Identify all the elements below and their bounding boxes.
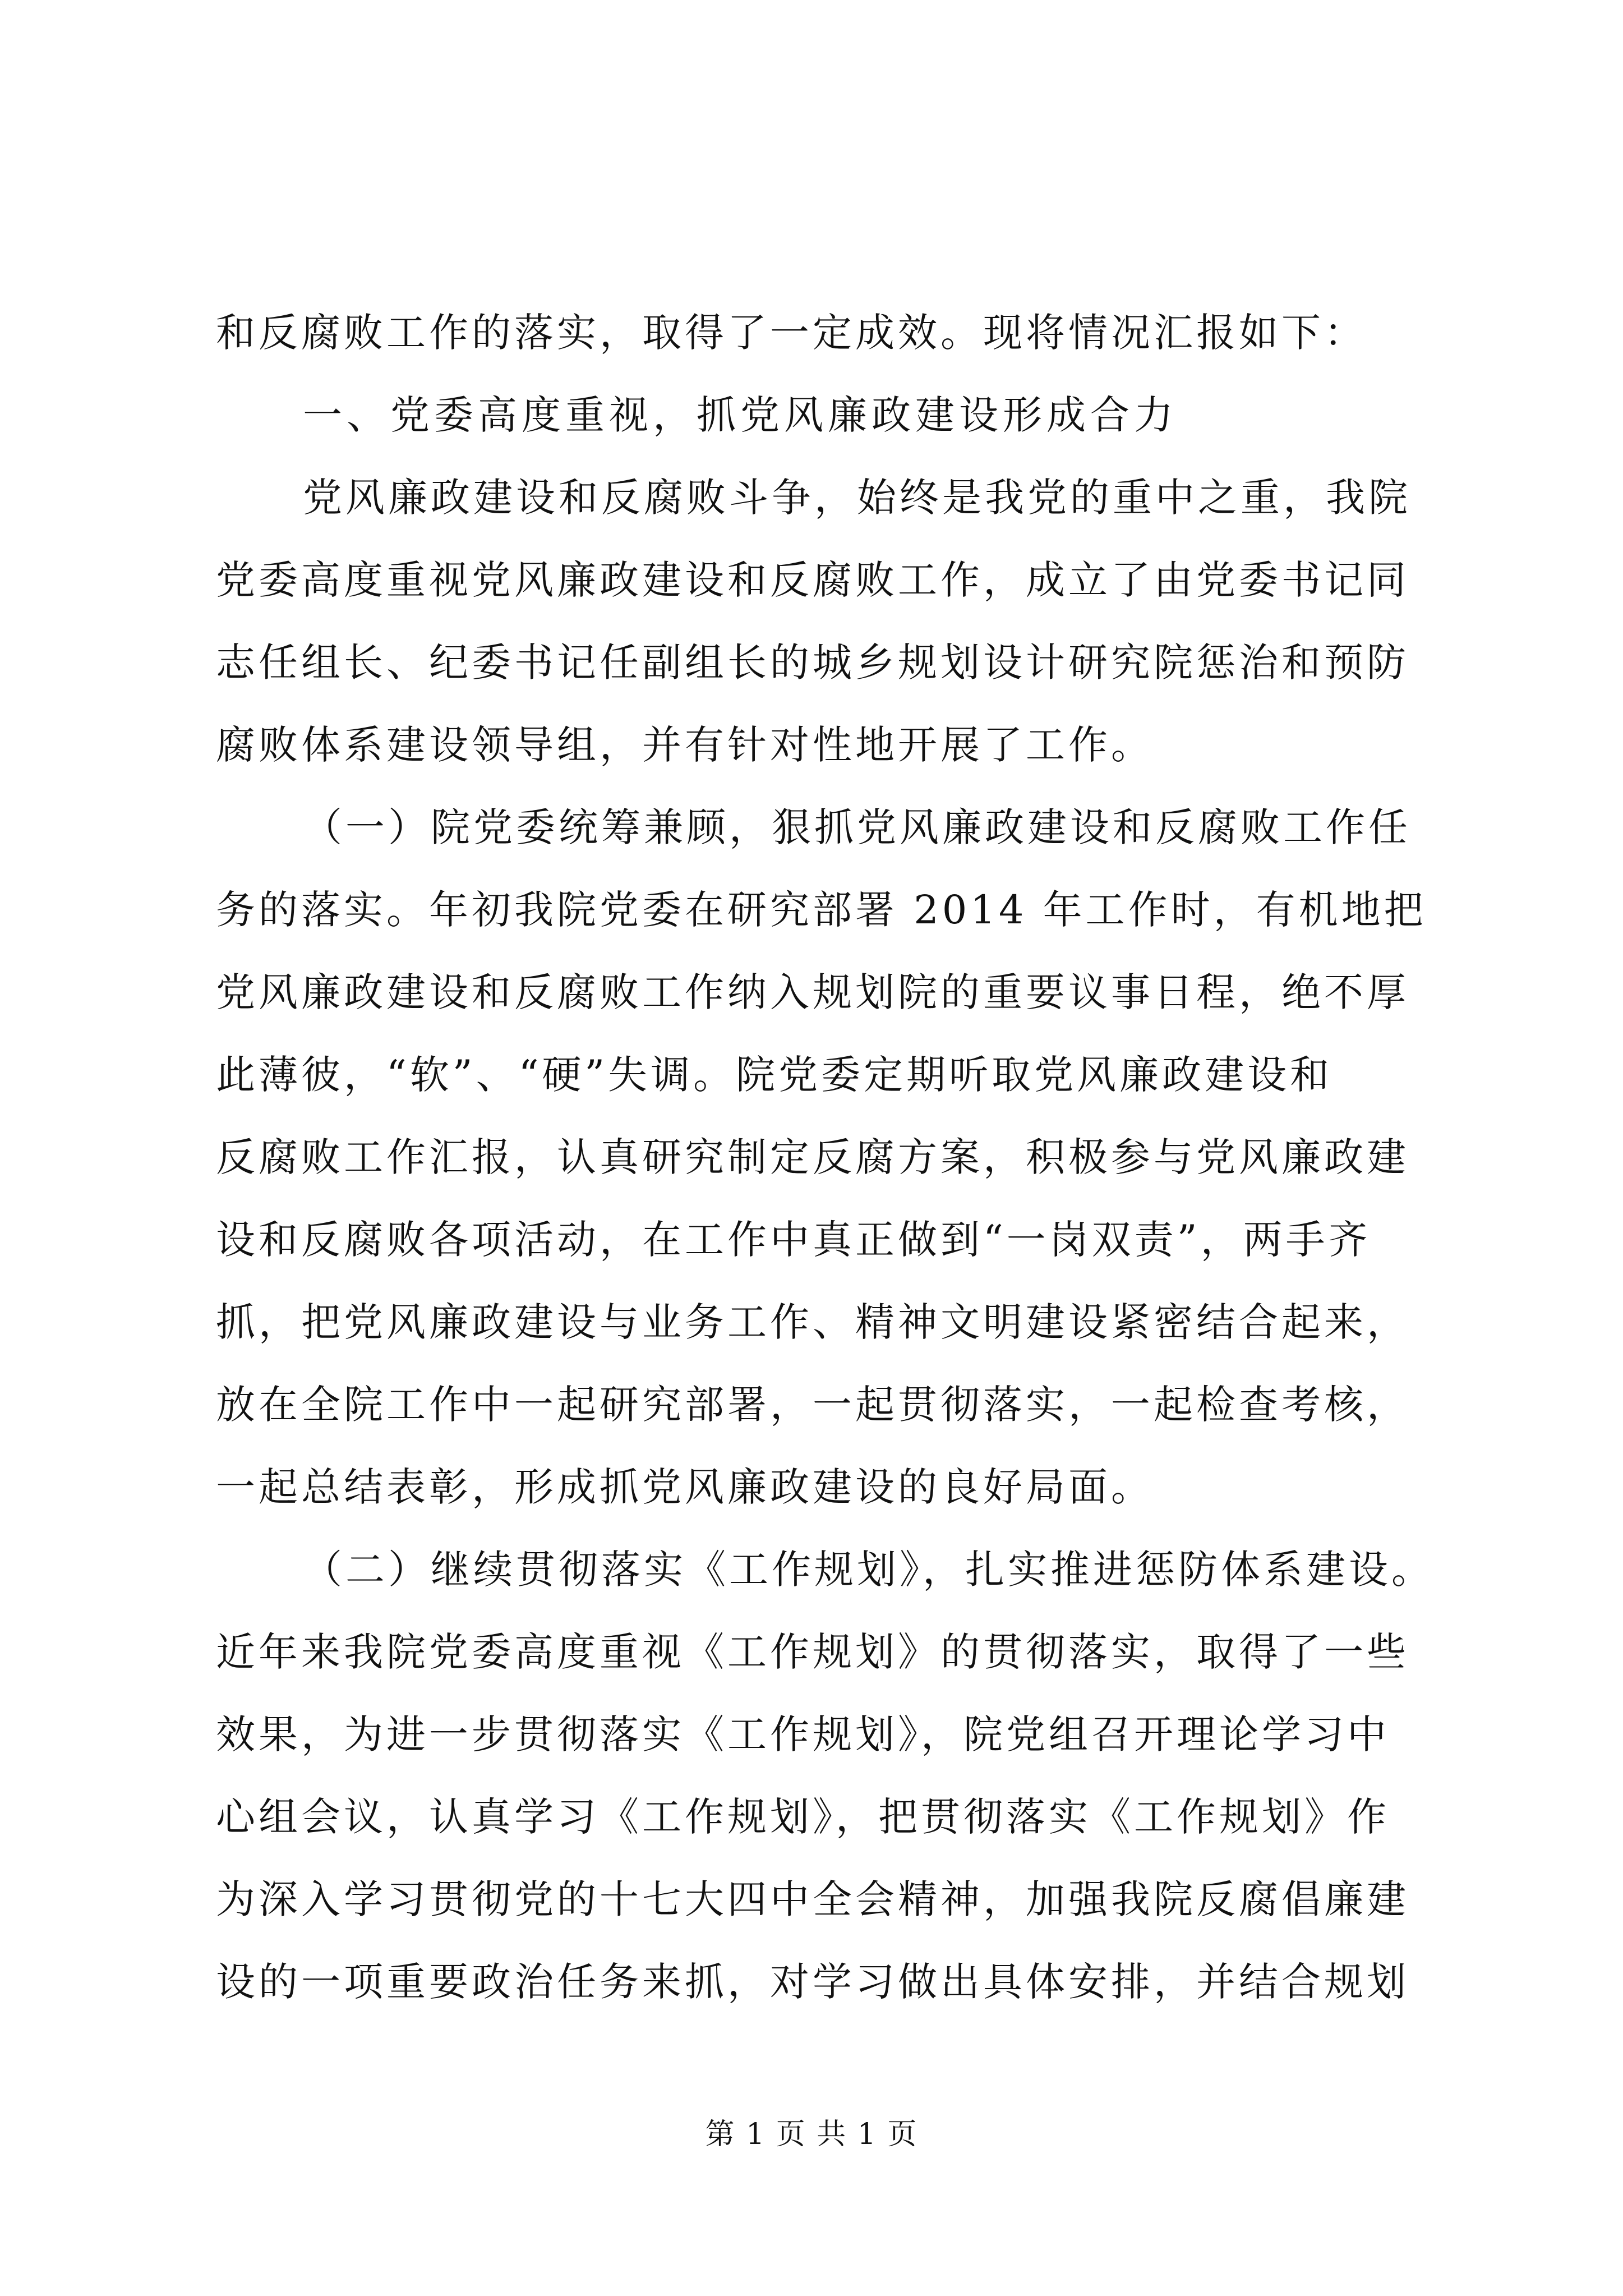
body-line-7: （一）院党委统筹兼顾，狠抓党风廉政建设和反腐败工作任	[303, 804, 1411, 850]
body-line-18: 效果，为进一步贯彻落实《工作规划》，院党组召开理论学习中	[216, 1711, 1390, 1757]
body-line-4: 党委高度重视党风廉政建设和反腐败工作，成立了由党委书记同	[216, 557, 1409, 603]
body-line-9: 党风廉政建设和反腐败工作纳入规划院的重要议事日程，绝不厚	[216, 969, 1409, 1015]
body-line-17: 近年来我院党委高度重视《工作规划》的贯彻落实，取得了一些	[216, 1629, 1409, 1675]
body-line-15: 一起总结表彰，形成抓党风廉政建设的良好局面。	[216, 1464, 1154, 1510]
body-line-1: 和反腐败工作的落实，取得了一定成效。现将情况汇报如下：	[216, 310, 1367, 356]
body-line-5: 志任组长、纪委书记任副组长的城乡规划设计研究院惩治和预防	[216, 639, 1409, 685]
body-line-11: 反腐败工作汇报，认真研究制定反腐方案，积极参与党风廉政建	[216, 1134, 1409, 1180]
body-line-21: 设的一项重要政治任务来抓，对学习做出具体安排，并结合规划	[216, 1959, 1409, 2005]
body-line-16: （二）继续贯彻落实《工作规划》，扎实推进惩防体系建设。	[303, 1547, 1434, 1593]
page-number-footer: 第 1 页 共 1 页	[705, 2118, 918, 2151]
body-line-19: 心组会议，认真学习《工作规划》，把贯彻落实《工作规划》作	[216, 1794, 1390, 1840]
body-line-14: 放在全院工作中一起研究部署，一起贯彻落实，一起检查考核，	[216, 1382, 1409, 1428]
body-line-12: 设和反腐败各项活动，在工作中真正做到“一岗双责”，两手齐	[216, 1217, 1371, 1263]
body-line-6: 腐败体系建设领导组，并有针对性地开展了工作。	[216, 722, 1154, 768]
body-line-3: 党风廉政建设和反腐败斗争，始终是我党的重中之重，我院	[303, 475, 1411, 521]
body-line-8: 务的落实。年初我院党委在研究部署 2014 年工作时，有机地把	[216, 887, 1427, 933]
section-heading-1: 一、党委高度重视，抓党风廉政建设形成合力	[303, 392, 1178, 438]
body-line-13: 抓，把党风廉政建设与业务工作、精神文明建设紧密结合起来，	[216, 1299, 1409, 1345]
body-line-20: 为深入学习贯彻党的十七大四中全会精神，加强我院反腐倡廉建	[216, 1876, 1409, 1922]
body-line-10: 此薄彼，“软”、“硬”失调。院党委定期听取党风廉政建设和	[216, 1052, 1333, 1098]
